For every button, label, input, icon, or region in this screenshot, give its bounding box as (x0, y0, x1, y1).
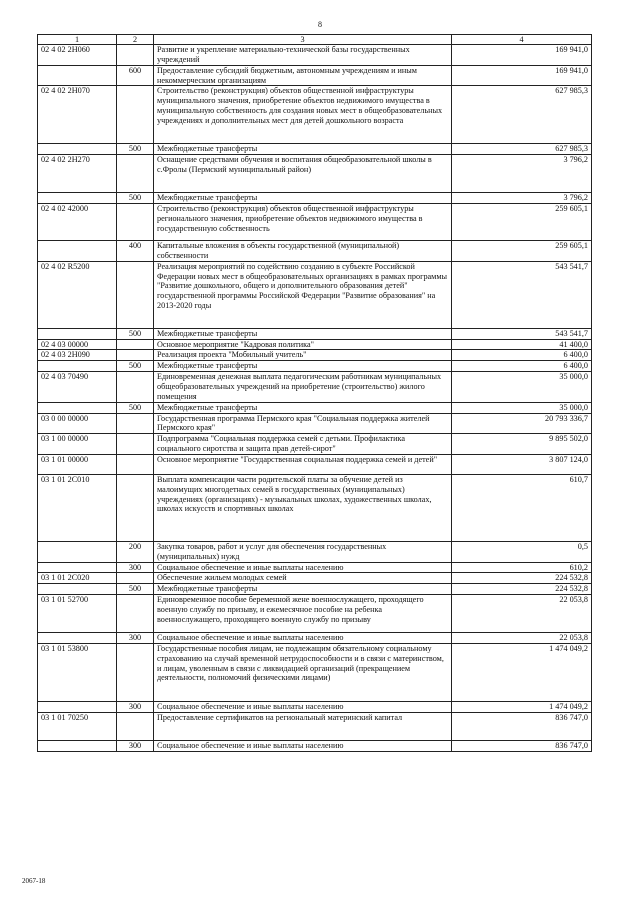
row-type: 500 (117, 144, 154, 155)
row-amount: 6 400,0 (452, 361, 592, 372)
table-row (38, 193, 592, 204)
row-description: Социальное обеспечение и иные выплаты населению (154, 562, 452, 573)
row-description: Строительство (реконструкция) объектов общественной инфраструктуры регионального значения, приобретение объектов недвижимого имущества в государственную собственность (154, 204, 452, 241)
table-row (38, 241, 592, 262)
row-amount: 543 541,7 (452, 328, 592, 339)
row-type: 500 (117, 402, 154, 413)
row-type: 500 (117, 361, 154, 372)
row-type: 300 (117, 562, 154, 573)
row-code (38, 402, 117, 413)
table-row (38, 45, 592, 66)
row-type (117, 643, 154, 701)
row-amount: 224 532,8 (452, 573, 592, 584)
row-description: Межбюджетные трансферты (154, 328, 452, 339)
row-amount: 0,5 (452, 541, 592, 562)
row-description: Строительство (реконструкция) объектов общественной инфраструктуры муниципального значения, приобретение объектов недвижимого имущества в муниципальную собственность для создания новых мест в общеобразовательных учреждениях и дополнительных мест для детей дошкольного возраста (154, 86, 452, 144)
row-amount: 259 605,1 (452, 241, 592, 262)
table-row (38, 740, 592, 751)
row-description: Межбюджетные трансферты (154, 144, 452, 155)
table-row (38, 261, 592, 328)
row-code (38, 584, 117, 595)
row-code (38, 65, 117, 86)
row-type: 300 (117, 633, 154, 644)
row-amount: 3 796,2 (452, 155, 592, 193)
row-code (38, 541, 117, 562)
row-amount: 836 747,0 (452, 740, 592, 751)
row-code: 03 1 01 2С010 (38, 474, 117, 541)
row-amount: 3 807 124,0 (452, 454, 592, 474)
row-code (38, 361, 117, 372)
table-row (38, 372, 592, 403)
row-amount: 627 985,3 (452, 144, 592, 155)
row-description: Развитие и укрепление материально-технической базы государственных учреждений (154, 45, 452, 66)
row-type: 300 (117, 740, 154, 751)
row-code (38, 562, 117, 573)
row-code: 03 0 00 00000 (38, 413, 117, 434)
row-type: 600 (117, 65, 154, 86)
row-type (117, 350, 154, 361)
table-row (38, 712, 592, 740)
row-amount: 610,2 (452, 562, 592, 573)
row-type (117, 413, 154, 434)
row-type (117, 155, 154, 193)
table-row (38, 350, 592, 361)
row-code: 03 1 00 00000 (38, 434, 117, 455)
row-type (117, 339, 154, 350)
header-col-1: 1 (38, 35, 117, 45)
row-code: 03 1 01 53800 (38, 643, 117, 701)
row-code (38, 701, 117, 712)
row-type (117, 45, 154, 66)
table-row (38, 339, 592, 350)
table-row (38, 454, 592, 474)
row-amount: 543 541,7 (452, 261, 592, 328)
table-row (38, 204, 592, 241)
table-row (38, 633, 592, 644)
row-code: 02 4 02 2Н070 (38, 86, 117, 144)
row-description: Основное мероприятие "Кадровая политика" (154, 339, 452, 350)
row-amount: 610,7 (452, 474, 592, 541)
row-description: Межбюджетные трансферты (154, 193, 452, 204)
row-type: 300 (117, 701, 154, 712)
header-row (38, 35, 592, 45)
table-row (38, 402, 592, 413)
table-row (38, 474, 592, 541)
table-row (38, 361, 592, 372)
row-description: Основное мероприятие "Государственная социальная поддержка семей и детей" (154, 454, 452, 474)
row-description: Социальное обеспечение и иные выплаты населению (154, 701, 452, 712)
row-type (117, 573, 154, 584)
row-code: 02 4 02 R5200 (38, 261, 117, 328)
row-code (38, 328, 117, 339)
row-description: Подпрограмма "Социальная поддержка семей с детьми. Профилактика социального сиротства и защита прав детей-сирот" (154, 434, 452, 455)
row-description: Единовременная денежная выплата педагогическим работникам муниципальных общеобразовательных учреждений на приобретение (строительство) жилого помещения (154, 372, 452, 403)
row-code: 03 1 01 70250 (38, 712, 117, 740)
row-code: 03 1 01 2С020 (38, 573, 117, 584)
row-type: 400 (117, 241, 154, 262)
row-description: Капитальные вложения в объекты государственной (муниципальной) собственности (154, 241, 452, 262)
row-description: Предоставление субсидий бюджетным, автономным учреждениям и иным некоммерческим организациям (154, 65, 452, 86)
row-code: 03 1 01 00000 (38, 454, 117, 474)
table-row (38, 562, 592, 573)
row-description: Социальное обеспечение и иные выплаты населению (154, 740, 452, 751)
row-type: 500 (117, 328, 154, 339)
table-row (38, 328, 592, 339)
row-amount: 169 941,0 (452, 65, 592, 86)
row-amount: 35 000,0 (452, 372, 592, 403)
row-type: 500 (117, 193, 154, 204)
row-description: Предоставление сертификатов на региональный материнский капитал (154, 712, 452, 740)
row-amount: 1 474 049,2 (452, 643, 592, 701)
row-description: Межбюджетные трансферты (154, 584, 452, 595)
row-amount: 22 053,8 (452, 595, 592, 633)
row-type: 500 (117, 584, 154, 595)
table-row (38, 434, 592, 455)
row-description: Реализация проекта "Мобильный учитель" (154, 350, 452, 361)
row-code: 02 4 03 00000 (38, 339, 117, 350)
header-col-2: 2 (117, 35, 154, 45)
row-amount: 224 532,8 (452, 584, 592, 595)
row-description: Государственная программа Пермского края "Социальная поддержка жителей Пермского края" (154, 413, 452, 434)
table-row (38, 595, 592, 633)
row-code: 02 4 02 42000 (38, 204, 117, 241)
row-code (38, 193, 117, 204)
table-row (38, 155, 592, 193)
row-type (117, 261, 154, 328)
row-code: 02 4 02 2Н270 (38, 155, 117, 193)
row-type (117, 712, 154, 740)
table-row (38, 584, 592, 595)
row-amount: 22 053,8 (452, 633, 592, 644)
header-col-4: 4 (452, 35, 592, 45)
row-description: Социальное обеспечение и иные выплаты населению (154, 633, 452, 644)
row-code (38, 144, 117, 155)
table-row (38, 541, 592, 562)
row-amount: 35 000,0 (452, 402, 592, 413)
row-amount: 836 747,0 (452, 712, 592, 740)
row-description: Оснащение средствами обучения и воспитания общеобразовательной школы в с.Фролы (Пермский муниципальный район) (154, 155, 452, 193)
table-row (38, 573, 592, 584)
row-description: Выплата компенсации части родительской платы за обучение детей из малоимущих многодетных семей в государственных (муниципальных) учреждениях (организациях) - музыкальных школах, художественных школах, школах искусств и спортивных школах (154, 474, 452, 541)
table-row (38, 643, 592, 701)
row-amount: 169 941,0 (452, 45, 592, 66)
header-col-3: 3 (154, 35, 452, 45)
row-code (38, 241, 117, 262)
row-description: Обеспечение жильем молодых семей (154, 573, 452, 584)
row-description: Межбюджетные трансферты (154, 402, 452, 413)
table-row (38, 144, 592, 155)
row-type (117, 474, 154, 541)
row-type (117, 454, 154, 474)
row-description: Государственные пособия лицам, не подлежащим обязательному социальному страхованию на случай временной нетрудоспособности и в связи с материнством, и лицам, уволенным в связи с ликвидацией организаций (прекращением деятельности, полномочий физическими лицами) (154, 643, 452, 701)
row-amount: 9 895 502,0 (452, 434, 592, 455)
row-amount: 6 400,0 (452, 350, 592, 361)
document-id: 2067-18 (22, 877, 46, 885)
row-amount: 3 796,2 (452, 193, 592, 204)
row-type: 200 (117, 541, 154, 562)
row-code: 02 4 02 2Н060 (38, 45, 117, 66)
table-row (38, 413, 592, 434)
row-type (117, 434, 154, 455)
row-type (117, 372, 154, 403)
row-code: 03 1 01 52700 (38, 595, 117, 633)
row-code (38, 633, 117, 644)
row-code (38, 740, 117, 751)
row-code: 02 4 03 70490 (38, 372, 117, 403)
row-amount: 259 605,1 (452, 204, 592, 241)
budget-table (37, 34, 592, 752)
page-number: 8 (318, 20, 322, 29)
row-description: Межбюджетные трансферты (154, 361, 452, 372)
row-description: Закупка товаров, работ и услуг для обеспечения государственных (муниципальных) нужд (154, 541, 452, 562)
row-amount: 41 400,0 (452, 339, 592, 350)
table-row (38, 701, 592, 712)
row-amount: 627 985,3 (452, 86, 592, 144)
row-description: Единовременное пособие беременной жене военнослужащего, проходящего военную службу по призыву, и ежемесячное пособие на ребенка военнослужащего, проходящего военную службу по призыву (154, 595, 452, 633)
table-row (38, 65, 592, 86)
row-code: 02 4 03 2Н090 (38, 350, 117, 361)
row-amount: 1 474 049,2 (452, 701, 592, 712)
row-amount: 20 793 336,7 (452, 413, 592, 434)
table-row (38, 86, 592, 144)
row-type (117, 86, 154, 144)
row-type (117, 595, 154, 633)
row-type (117, 204, 154, 241)
row-description: Реализация мероприятий по содействию созданию в субъекте Российской Федерации новых мест в общеобразовательных организациях в рамках программы "Развитие дошкольного, общего и дополнительного образования детей" государственной программы Российской Федерации "Развитие образования" на 2013-2020 годы (154, 261, 452, 328)
